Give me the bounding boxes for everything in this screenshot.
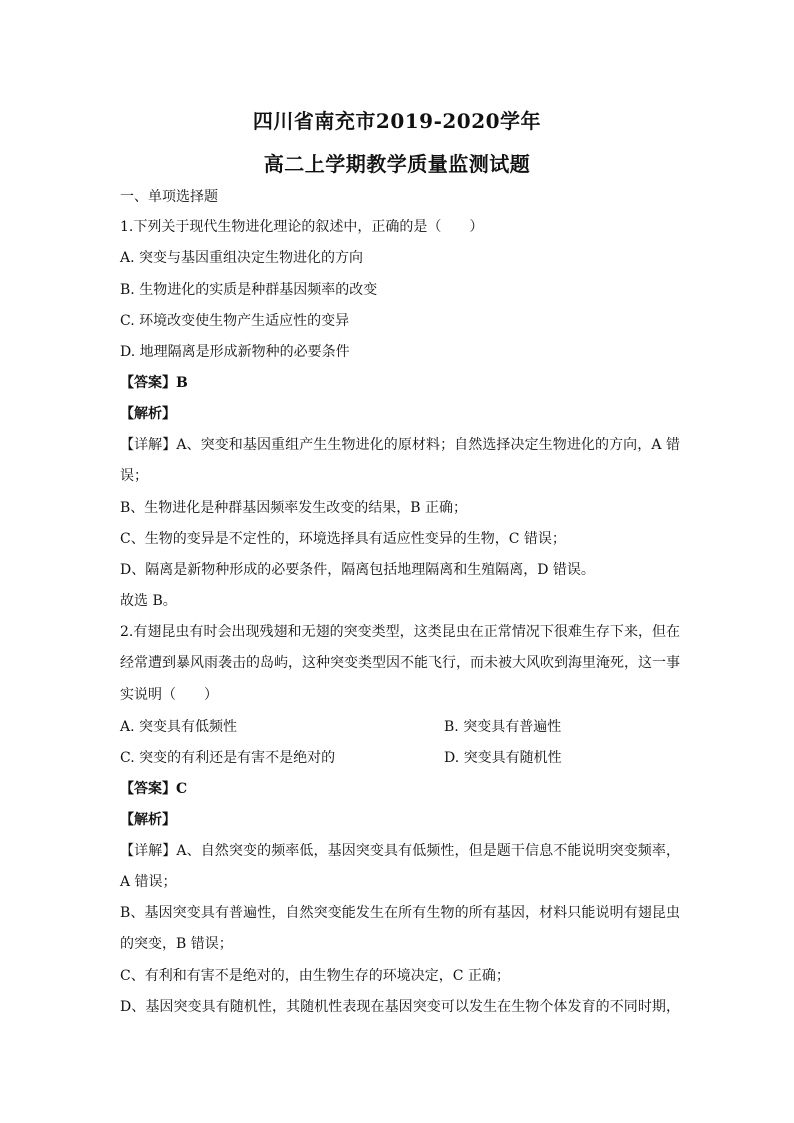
- q1-analysis-label: 【解析】: [120, 406, 176, 422]
- document-title-line1: 四川省南充市2019-2020学年: [252, 109, 542, 133]
- q1-conclusion: 故选 B。: [120, 593, 177, 609]
- section-heading: 一、单项选择题: [120, 189, 218, 205]
- q2-stem-line: 经常遭到暴风雨袭击的岛屿，这种突变类型因不能飞行，而未被大风吹到海里淹死，这一事: [120, 655, 680, 671]
- q2-detail-line: A 错误；: [120, 874, 177, 890]
- document-title-line2: 高二上学期教学质量监测试题: [263, 152, 531, 176]
- q2-detail-line: B、基因突变具有普遍性，自然突变能发生在所有生物的所有基因，材料只能说明有翅昆虫: [120, 905, 680, 921]
- q1-detail-line: D、隔离是新物种形成的必要条件，隔离包括地理隔离和生殖隔离，D 错误。: [120, 562, 595, 578]
- q2-detail-line: 的突变，B 错误；: [120, 936, 233, 952]
- q2-detail-line: C、有利和有害不是绝对的，由生物生存的环境决定，C 正确；: [120, 968, 510, 984]
- q1-detail-line: B、生物进化是种群基因频率发生改变的结果，B 正确；: [120, 500, 468, 516]
- q1-option-c: C. 环境改变使生物产生适应性的变异: [120, 313, 350, 329]
- q1-option-a: A. 突变与基因重组决定生物进化的方向: [120, 250, 364, 266]
- q2-stem-line: 实说明（ ）: [120, 687, 218, 703]
- q1-option-d: D. 地理隔离是形成新物种的必要条件: [120, 344, 350, 360]
- q1-detail-line: C、生物的变异是不定性的，环境选择具有适应性变异的生物，C 错误；: [120, 531, 566, 547]
- q2-option-d: D. 突变具有随机性: [444, 750, 562, 766]
- q1-stem: 1.下列关于现代生物进化理论的叙述中，正确的是（ ）: [120, 219, 484, 235]
- q2-option-a: A. 突变具有低频性: [120, 719, 238, 735]
- q2-option-c: C. 突变的有利还是有害不是绝对的: [120, 750, 336, 766]
- q1-answer: 【答案】B: [120, 375, 188, 391]
- q2-answer: 【答案】C: [120, 781, 188, 797]
- q1-detail-line: 误；: [120, 468, 148, 484]
- q2-analysis-label: 【解析】: [120, 812, 176, 828]
- q1-detail-line: 【详解】A、突变和基因重组产生生物进化的原材料；自然选择决定生物进化的方向，A 错: [120, 437, 680, 453]
- q2-detail-line: 【详解】A、自然突变的频率低，基因突变具有低频性，但是题干信息不能说明突变频率，: [120, 843, 680, 859]
- q1-option-b: B. 生物进化的实质是种群基因频率的改变: [120, 282, 378, 298]
- q2-option-b: B. 突变具有普遍性: [444, 719, 562, 735]
- q2-stem-line: 2.有翅昆虫有时会出现残翅和无翅的突变类型，这类昆虫在正常情况下很难生存下来，但在: [120, 624, 680, 640]
- q2-detail-line: D、基因突变具有随机性，其随机性表现在基因突变可以发生在生物个体发育的不同时期，: [120, 999, 680, 1015]
